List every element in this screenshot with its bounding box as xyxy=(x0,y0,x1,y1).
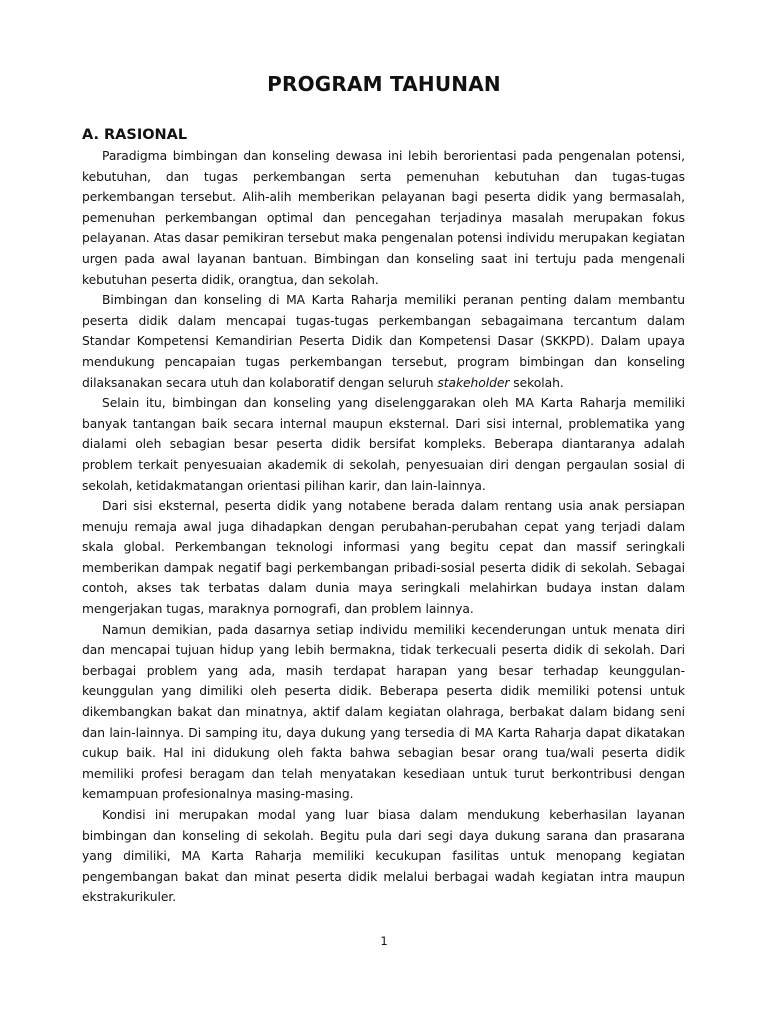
page-number: 1 xyxy=(380,934,388,948)
paragraph-2-text-before: Bimbingan dan konseling di MA Karta Raharja memiliki peranan penting dalam membantu peserta didik dalam mencapai tugas-tugas perkembangan sebagaimana tercantum dalam Standar Kompetensi Kemandirian Peserta Didik dan Kompetensi Dasar (SKKPD). Dalam upaya mendukung pencapaian tugas perkembangan tersebut, program bimbingan dan konseling dilaksanakan secara utuh dan kolaboratif dengan seluruh xyxy=(82,293,685,390)
paragraph-2-text-after: sekolah. xyxy=(509,375,564,390)
section-heading xyxy=(82,127,187,143)
section-number: A. xyxy=(82,127,99,143)
paragraph-2-emphasis: stakeholder xyxy=(437,375,510,390)
section-title: RASIONAL xyxy=(104,127,188,143)
section-body xyxy=(82,146,685,908)
paragraph-1: Paradigma bimbingan dan konseling dewasa ini lebih berorientasi pada pengenalan potensi, kebutuhan, dan tugas perkembangan serta pemenuhan kebutuhan dan tugas-tugas perkembangan tersebut. Alih-alih memberikan pelayanan bagi peserta didik yang bermasalah, pemenuhan perkembangan optimal dan pencegahan terjadinya masalah merupakan fokus pelayanan. Atas dasar pemikiran tersebut maka pengenalan potensi individu merupakan kegiatan urgen pada awal layanan bantuan. Bimbingan dan konseling saat ini tertuju pada mengenali kebutuhan peserta didik, orangtua, dan sekolah. xyxy=(82,149,685,287)
paragraph-4: Dari sisi eksternal, peserta didik yang notabene berada dalam rentang usia anak persiapan menuju remaja awal juga dihadapkan dengan perubahan-perubahan cepat yang terjadi dalam skala global. Perkembangan teknologi informasi yang begitu cepat dan massif seringkali memberikan dampak negatif bagi perkembangan pribadi-sosial peserta didik di sekolah. Sebagai contoh, akses tak terbatas dalam dunia maya seringkali melahirkan budaya instan dalam mengerjakan tugas, maraknya pornografi, dan problem lainnya. xyxy=(82,499,685,617)
paragraph-2 xyxy=(82,290,685,393)
page-title: PROGRAM TAHUNAN xyxy=(267,72,501,96)
paragraph-5: Namun demikian, pada dasarnya setiap individu memiliki kecenderungan untuk menata diri dan mencapai tujuan hidup yang lebih bermakna, tidak terkecuali peserta didik di sekolah. Dari berbagai problem yang ada, masih terdapat harapan yang besar terhadap keunggulan-keunggulan yang dimiliki oleh peserta didik. Beberapa peserta didik memiliki potensi untuk dikembangkan bakat dan minatnya, aktif dalam kegiatan olahraga, berbakat dalam bidang seni dan lain-lainnya. Di samping itu, daya dukung yang tersedia di MA Karta Raharja dapat dikatakan cukup baik. Hal ini didukung oleh fakta bahwa sebagian besar orang tua/wali peserta didik memiliki profesi beragam dan telah menyatakan kesediaan untuk turut berkontribusi dengan kemampuan profesionalnya masing-masing. xyxy=(82,622,685,802)
paragraph-3: Selain itu, bimbingan dan konseling yang diselenggarakan oleh MA Karta Raharja memiliki banyak tantangan baik secara internal maupun eksternal. Dari sisi internal, problematika yang dialami oleh sebagian besar peserta didik bersifat kompleks. Beberapa diantaranya adalah problem terkait penyesuaian akademik di sekolah, penyesuaian diri dengan pergaulan sosial di sekolah, ketidakmatangan orientasi pilihan karir, dan lain-lainnya. xyxy=(82,396,685,493)
paragraph-6: Kondisi ini merupakan modal yang luar biasa dalam mendukung keberhasilan layanan bimbingan dan konseling di sekolah. Begitu pula dari segi daya dukung sarana dan prasarana yang dimiliki, MA Karta Raharja memiliki kecukupan fasilitas untuk menopang kegiatan pengembangan bakat dan minat peserta didik melalui berbagai wadah kegiatan intra maupun ekstrakurikuler. xyxy=(82,808,685,905)
